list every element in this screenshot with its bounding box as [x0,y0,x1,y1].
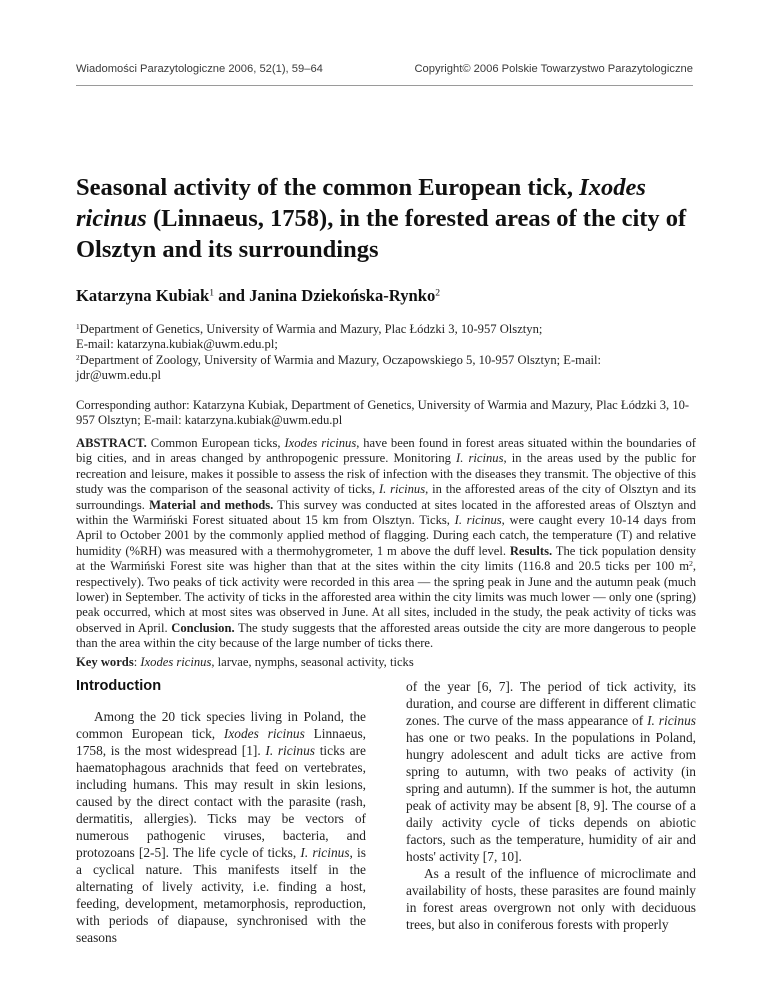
running-header [76,63,693,77]
author-name: Katarzyna Kubiak [76,286,210,305]
methods-label: Material and methods. [149,497,274,512]
body-column-right [406,678,696,933]
affiliations: $^1$Department of Genetics, University of Warmia and Mazury, Plac Łódzki 3, 10-957 Olsztyn; E-mail: katarzyna.kubiak@uwm.edu.pl; $^2$Department of Zoology, University of Warmia and Mazury, Oczapowskiego 5, 10-957 Olsztyn; E-mail: jdr@uwm.edu.pl [76,322,696,384]
header-rule [76,85,693,86]
affiliation-1: $^1$Department of Genetics, University of Warmia and Mazury, Plac Łódzki 3, 10-957 Olsztyn; [76,321,543,336]
conclusion-label: Conclusion. [171,620,235,635]
article-title: Seasonal activity of the common European tick, Ixodes ricinus (Linnaeus, 1758), in the forested areas of the city of Olsztyn and its surroundings [76,174,687,263]
abstract-label: ABSTRACT. [76,436,147,450]
intro-paragraph-1: Among the 20 tick species living in Poland, the common European tick, Ixodes ricinus Linnaeus, 1758, is the most widespread [1]. I. ricinus ticks are haematophagous arachnids that feed on vertebrates, including humans. This may result in skin lesions, caused by the direct contact with the parasite (rash, dermatitis, allergies). Ticks may be vectors of numerous pathogenic viruses, bacteria, and protozoans [2-5]. The life cycle of ticks, I. ricinus, is a cyclical nature. This manifests itself in the alternating of lively activity, i.e. finding a host, feeding, development, metamorphosis, reproduction, with periods of diapause, synchronised with the seasons [76,709,367,945]
corresponding-author: Corresponding author: Katarzyna Kubiak, Department of Genetics, University of Warmia and Mazury, Plac Łódzki 3, 10-957 Olsztyn; E-mail: katarzyna.kubiak@uwm.edu.pl [76,398,690,428]
affiliation-2: $^2$Department of Zoology, University of Warmia and Mazury, Oczapowskiego 5, 10-957 Olsztyn; E-mail: [76,352,602,367]
author-name: Janina Dziekońska-Rynko [249,286,436,305]
journal-citation: Wiadomości Parazytologiczne 2006, 52(1), 59–64 [76,63,323,75]
keywords: Key words: Ixodes ricinus, larvae, nymphs, seasonal activity, ticks [76,655,414,669]
intro-paragraph-1-continued: of the year [6, 7]. The period of tick activity, its duration, and course are different in different climatic zones. The curve of the mass appearance of I. ricinus has one or two peaks. In the populations in Poland, hungry adolescent and adult ticks are active from spring to autumn, with two peaks of activity (in spring and autumn). If the summer is hot, the autumn peak of activity may be absent [8, 9]. The course of a daily activity cycle of ticks depends on abiotic factors, such as the temperature, humidity of air and hosts' activity [7, 10]. [406,679,696,864]
title-species: Ixodes ricinus [76,174,646,232]
results-label: Results. [509,543,553,558]
copyright-notice: Copyright© 2006 Polskie Towarzystwo Parazytologiczne [414,63,693,75]
intro-paragraph-2: As a result of the influence of microclimate and availability of hosts, these parasites are found mainly in forest areas overgrown not only with deciduous trees, but also in coniferous forests with properly [406,866,696,932]
section-heading-introduction: Introduction [76,678,162,694]
body-column-left [76,678,366,946]
abstract: ABSTRACT. Common European ticks, Ixodes ricinus, have been found in forest areas situated within the boundaries of big cities, and in areas changed by anthropogenic pressure. Monitoring I. ricinus, in the areas used by the public for recreation and leisure, makes it possible to assess the risk of infection with the diseases they transmit. The objective of this study was the comparison of the seasonal activity of ticks, I. ricinus, in the afforested areas of the city of Olsztyn and its surroundings. Material and methods. This survey was conducted at sites located in the afforested areas of Olsztyn and within the Warmiński Forest situated about 15 km from Olsztyn. Ticks, I. ricinus, were caught every 10-14 days from April to October 2001 by the commonly applied method of flagging. During each catch, the temperature (T) and relative humidity (%RH) was measured with a thermohygrometer, 1 m above the duff level. Results. The tick population density at the Warmiński Forest site was higher than that at the sites within the city limits (116.8 and 20.5 ticks per 100 $m^2$, respectively). Two peaks of tick activity were recorded in this area — the spring peak in June and the autumn peak (much lower) in September. The activity of ticks in the afforested area within the city limits was much lower — only one (spring) peak occurred, which at most sites was observed in June. At all sites, included in the study, the peak activity of ticks was observed in April. Conclusion. The study suggests that the afforested areas outside the city are more dangerous to people than the area within the city because of the large number of ticks there. [76,436,696,651]
author-list: Katarzyna Kubiak$^1$ and Janina Dziekońska-Rynko$^2$ [76,286,441,305]
